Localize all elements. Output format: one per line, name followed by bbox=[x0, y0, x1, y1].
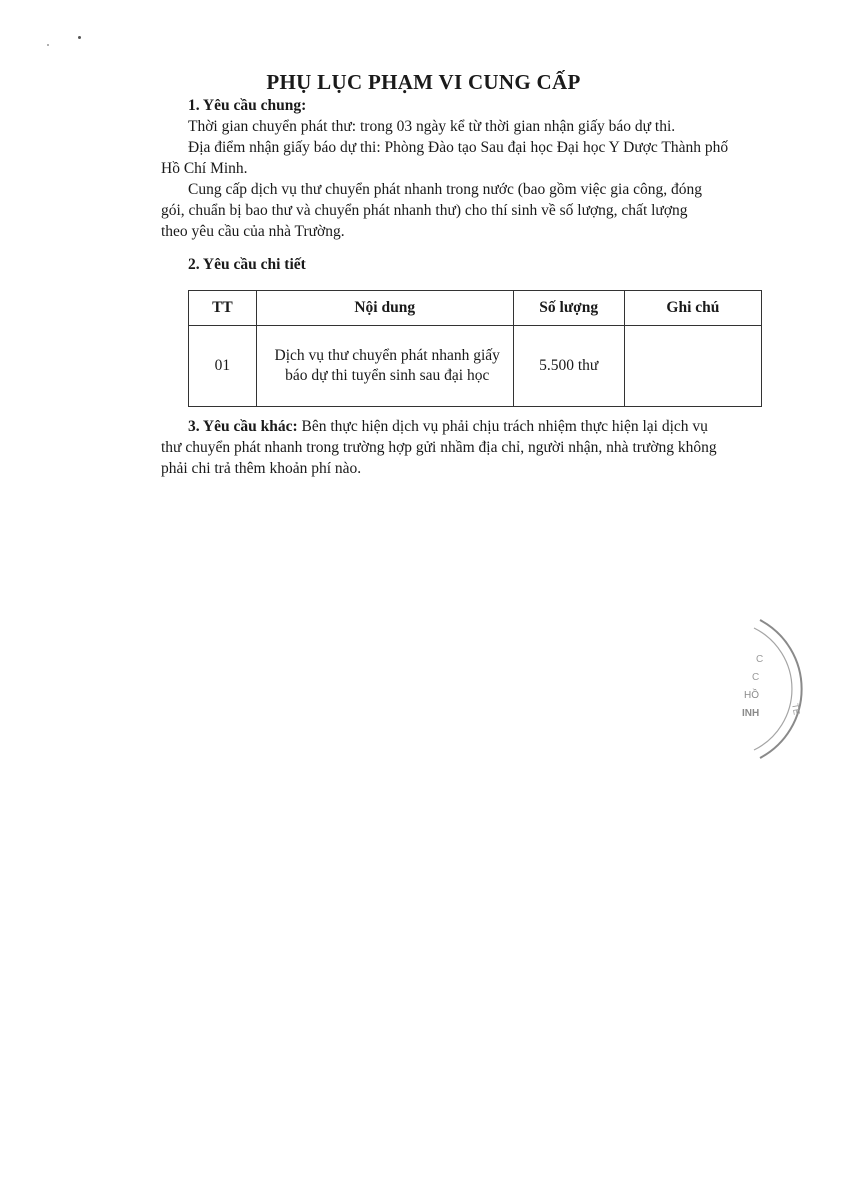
cell-note bbox=[624, 326, 761, 407]
seal-fragment: HỒ bbox=[744, 690, 759, 701]
section3-line: phải chi trả thêm khoản phí nào. bbox=[161, 460, 362, 477]
requirements-table bbox=[188, 290, 762, 407]
header-tt: TT bbox=[189, 291, 257, 326]
official-seal bbox=[730, 612, 830, 762]
section1-line: Cung cấp dịch vụ thư chuyển phát nhanh trong nước (bao gồm việc gia công, đóng bbox=[188, 181, 702, 198]
seal-fragment: INH bbox=[742, 708, 760, 719]
section1-line: Hồ Chí Minh. bbox=[161, 160, 248, 177]
section3-text: Bên thực hiện dịch vụ phải chịu trách nhiệm thực hiện lại dịch vụ bbox=[297, 418, 708, 435]
section1-line: Thời gian chuyển phát thư: trong 03 ngày kể từ thời gian nhận giấy báo dự thi. bbox=[188, 118, 676, 135]
section1-line: Địa điểm nhận giấy báo dự thi: Phòng Đào tạo Sau đại học Đại học Y Dược Thành phố bbox=[188, 139, 729, 156]
svg-text:TE: TE bbox=[790, 702, 802, 716]
document-title: PHỤ LỤC PHẠM VI CUNG CẤP bbox=[266, 70, 581, 94]
scan-speck bbox=[47, 44, 49, 46]
section3-line: thư chuyển phát nhanh trong trường hợp gửi nhầm địa chỉ, người nhận, nhà trường không bbox=[161, 439, 717, 456]
section3-heading: 3. Yêu cầu khác: bbox=[188, 418, 298, 435]
seal-icon bbox=[730, 612, 830, 762]
table-row bbox=[189, 326, 762, 407]
cell-tt: 01 bbox=[189, 326, 257, 407]
cell-content bbox=[256, 326, 513, 407]
section1-heading: 1. Yêu cầu chung: bbox=[188, 97, 307, 114]
section1-line: theo yêu cầu của nhà Trường. bbox=[161, 223, 345, 240]
cell-quantity: 5.500 thư bbox=[513, 326, 624, 407]
section2-heading: 2. Yêu cầu chi tiết bbox=[188, 256, 306, 273]
section3-line bbox=[188, 418, 708, 436]
header-quantity: Số lượng bbox=[513, 291, 624, 326]
seal-fragment: C bbox=[752, 672, 760, 683]
table-header-row bbox=[189, 291, 762, 326]
section1-line: gói, chuẩn bị bao thư và chuyển phát nhanh thư) cho thí sinh về số lượng, chất lượng bbox=[161, 202, 688, 219]
header-note: Ghi chú bbox=[624, 291, 761, 326]
cell-content-line: báo dự thi tuyển sinh sau đại học bbox=[285, 367, 490, 384]
header-content: Nội dung bbox=[256, 291, 513, 326]
scan-speck bbox=[78, 36, 81, 39]
seal-fragment: C bbox=[756, 654, 764, 665]
cell-content-line: Dịch vụ thư chuyển phát nhanh giấy bbox=[274, 347, 500, 364]
